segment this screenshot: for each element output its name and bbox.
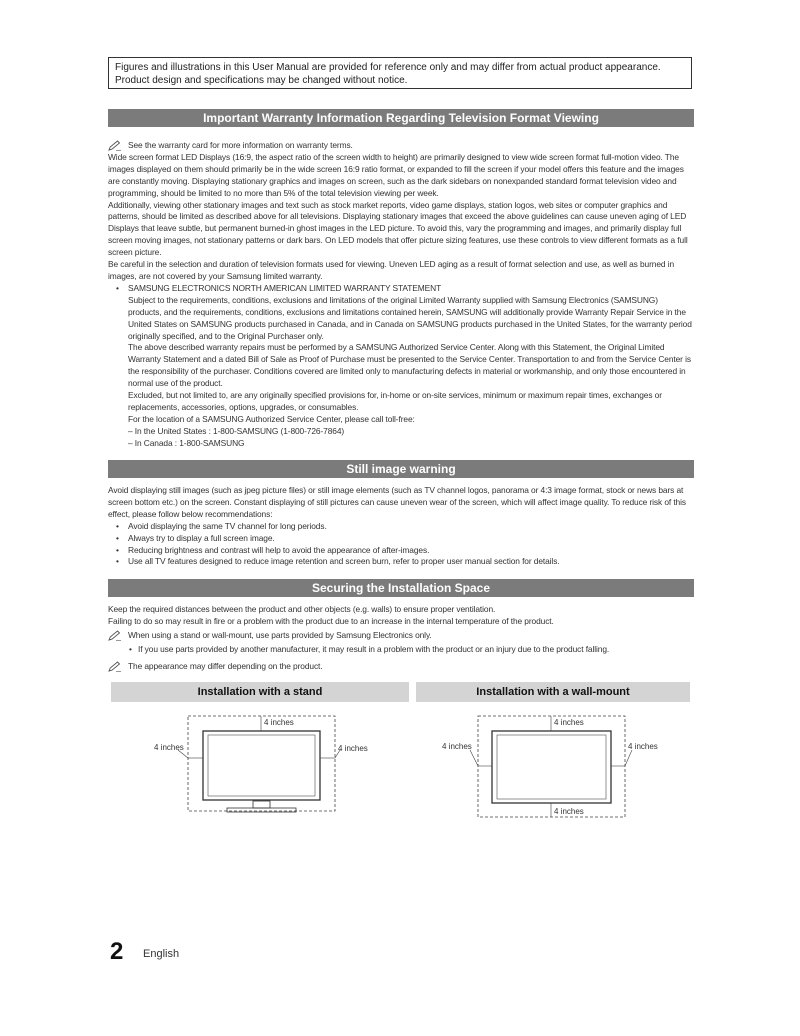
pencil-note-icon — [108, 661, 122, 672]
warranty-statement-title: • SAMSUNG ELECTRONICS NORTH AMERICAN LIMITED WARRANTY STATEMENT — [108, 283, 692, 295]
paragraph: Subject to the requirements, conditions, exclusions and limitations of the original Limited Warranty supplied with Samsung Electronics (SAMSUNG) products, and the requirements, conditions, exclusions and limitations contained herein, SAMSUNG will additionally provide Warranty Repair Service in the United States on SAMSUNG products purchased in Canada, and in Canada on SAMSUNG products purchased in the United States, for the warranty period originally specified, and to the Original Purchaser only. — [128, 294, 692, 341]
wall-mount-diagram — [440, 712, 670, 829]
top-clearance-label: 4 inches — [554, 718, 584, 727]
left-clearance-label: 4 inches — [442, 742, 472, 751]
paragraph: Wide screen format LED Displays (16:9, the aspect ratio of the screen width to height) are primarily designed to view wide screen format full-motion video. The images displayed on them should primarily be in the wide screen 16:9 ratio format, or expanded to fill the screen if your model offers this feature and the images are constantly moving. Displaying stationary graphics and images on screen, such as the dark sidebars on nonexpanded standard format television video and programming, should be limited to no more than 5% of the total television viewing per week. — [108, 151, 684, 198]
note-text: The appearance may differ depending on the product. — [128, 660, 323, 671]
note-appearance — [108, 661, 692, 673]
list-item: • Always try to display a full screen image. — [108, 533, 692, 545]
disclaimer-line-2: Product design and specifications may be changed without notice. — [115, 75, 408, 86]
paragraph: Excluded, but not limited to, are any originally specified provisions for, in-home or on-site services, minimum or maximum repair times, exchanges or replacements, accessories, options, upgrades, or consumables. — [128, 390, 662, 412]
disclaimer-line-1: Figures and illustrations in this User Manual are provided for reference only and may differ from actual product appearance. — [115, 62, 661, 73]
section-title-warranty: Important Warranty Information Regarding Television Format Viewing — [108, 109, 694, 127]
right-clearance-label: 4 inches — [628, 742, 658, 751]
warranty-bullet-list — [108, 283, 692, 295]
bottom-clearance-label: 4 inches — [554, 807, 584, 816]
stand-diagram — [150, 712, 380, 829]
section-title-installation: Securing the Installation Space — [108, 579, 694, 597]
pencil-note-icon — [108, 140, 122, 151]
paragraph: Failing to do so may result in fire or a problem with the product due to an increase in the internal temperature of the product. — [108, 615, 554, 626]
section-title-still-image: Still image warning — [108, 460, 694, 478]
note-parts — [108, 630, 692, 642]
tv-stand-neck — [253, 801, 270, 808]
stand-heading: Installation with a stand — [111, 682, 409, 702]
note-text: When using a stand or wall-mount, use parts provided by Samsung Electronics only. — [128, 629, 432, 640]
tv-screen — [497, 735, 606, 799]
paragraph: The above described warranty repairs must be performed by a SAMSUNG Authorized Service Center. Along with this Statement, the Original Limited Warranty Statement and a dated Bill of Sale as Proof of Purchase must be presented to the Service Center. Transportation to and from the Service Center is the responsibility of the purchaser. Conditions covered are limited only to manufacturing defects in material or workmanship, and only those encountered in normal use of the product. — [128, 342, 691, 389]
warranty-section — [108, 140, 692, 450]
pencil-note-icon — [108, 630, 122, 641]
disclaimer-box — [108, 57, 692, 89]
paragraph: Additionally, viewing other stationary images and text such as stock market reports, video game displays, station logos, web sites or computer graphics and patterns, should be limited as described above for all televisions. Displaying stationary images that exceed the above guidelines can cause uneven aging of LED Displays that leave subtle, but permanent burned-in ghost images in the LED picture. To avoid this, vary the programming and images, and primarily display full screen moving images, not stationary patterns or dark bars. On LED models that offer picture sizing features, use these controls to view different formats as a full screen picture. — [108, 199, 688, 258]
tv-bezel — [492, 731, 611, 803]
paragraph: Keep the required distances between the product and other objects (e.g. walls) to ensure proper ventilation. — [108, 604, 496, 614]
left-clearance-label: 4 inches — [154, 743, 184, 752]
canada-phone-line: – In Canada : 1-800-SAMSUNG — [128, 437, 245, 448]
tv-bezel — [203, 731, 320, 800]
page-number: 2 — [110, 938, 124, 965]
clearance-boundary — [188, 716, 335, 811]
recommendation-list — [108, 521, 692, 569]
left-leader-line — [470, 750, 478, 766]
note-warranty-card — [108, 140, 692, 152]
paragraph: Be careful in the selection and duration of television formats used for viewing. Uneven LED aging as a result of format selection and use, as well as burned in images, are not covered by your Samsung limited warranty. — [108, 259, 675, 281]
installation-section — [108, 604, 692, 673]
paragraph: Avoid displaying still images (such as jpeg picture files) or still image elements (such as TV channel logos, panorama or 4:3 image format, stock or news bars at screen bottom etc.) on the screen. Constant displaying of still pictures can cause uneven wear of the screen, which will affect image quality. To reduce risk of this effect, please follow below recommendations: — [108, 485, 686, 519]
note-sub-item: • If you use parts provided by another manufacturer, it may result in a problem with the product or an injury due to the product falling. — [108, 644, 692, 656]
list-item: • Avoid displaying the same TV channel for long periods. — [108, 521, 692, 533]
top-clearance-label: 4 inches — [264, 718, 294, 727]
tv-screen — [208, 735, 315, 796]
tv-stand-base — [227, 808, 296, 812]
right-leader-line — [625, 750, 632, 766]
us-phone-line: – In the United States : 1-800-SAMSUNG (1-800-726-7864) — [128, 425, 345, 436]
language-label: English — [143, 948, 180, 960]
still-image-section — [108, 485, 692, 568]
list-item: • Use all TV features designed to reduce image retention and screen burn, refer to proper user manual section for details. — [108, 556, 692, 568]
paragraph: For the location of a SAMSUNG Authorized Service Center, please call toll-free: — [128, 413, 415, 424]
wall-mount-heading: Installation with a wall-mount — [416, 682, 690, 702]
note-text: See the warranty card for more information on warranty terms. — [128, 140, 353, 150]
right-clearance-label: 4 inches — [338, 744, 368, 753]
list-item: • Reducing brightness and contrast will help to avoid the appearance of after-images. — [108, 545, 692, 557]
